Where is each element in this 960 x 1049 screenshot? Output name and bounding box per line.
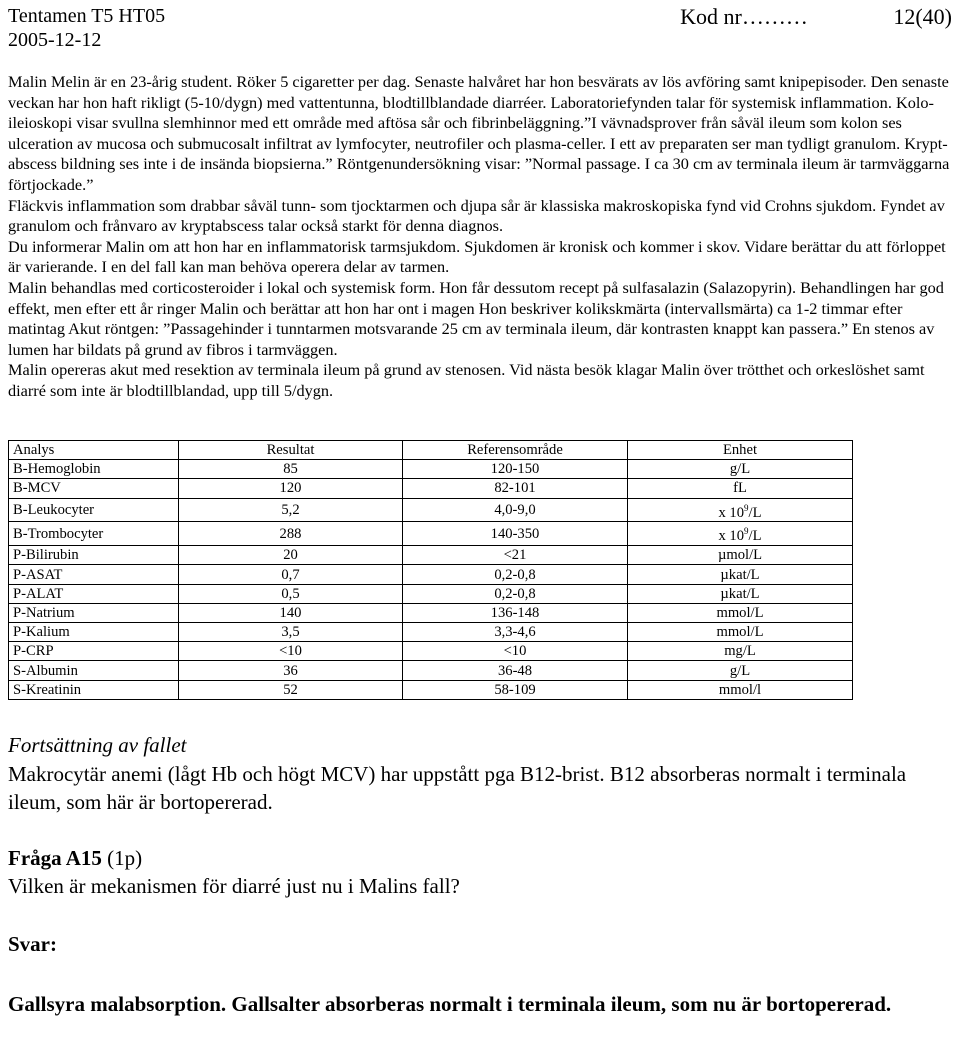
cell-analys: B-Trombocyter [9, 522, 179, 546]
table-header-row [9, 441, 853, 460]
cell-analys: S-Kreatinin [9, 680, 179, 699]
case-paragraph-2: Fläckvis inflammation som drabbar såväl tunn- som tjocktarmen och djupa sår är klassiska makroskopiska fynd vid Crohns sjukdom. Fyndet av granulom och frånvaro av kryptabscess talar också starkt för denna diagnos. [8, 195, 945, 236]
unit-text: mmol/l [718, 681, 762, 698]
cell-referensomrade: <21 [403, 546, 628, 565]
cell-enhet [628, 584, 853, 603]
cell-resultat: 288 [179, 522, 403, 546]
cell-referensomrade: 120-150 [403, 460, 628, 479]
cell-analys: B-MCV [9, 479, 179, 498]
cell-resultat: 120 [179, 479, 403, 498]
cell-enhet [628, 680, 853, 699]
cell-referensomrade: 58-109 [403, 680, 628, 699]
cell-resultat: 0,7 [179, 565, 403, 584]
answer-label: Svar: [8, 932, 57, 956]
cell-resultat: 140 [179, 603, 403, 622]
cell-referensomrade: <10 [403, 642, 628, 661]
cell-analys: S-Albumin [9, 661, 179, 680]
unit-text: mmol/L [716, 604, 764, 621]
question-text: Vilken är mekanismen för diarré just nu i Malins fall? [8, 874, 460, 898]
cell-analys: P-ASAT [9, 565, 179, 584]
cell-analys: P-CRP [9, 642, 179, 661]
continuation-title: Fortsättning av fallet [8, 733, 187, 757]
cell-resultat: 0,5 [179, 584, 403, 603]
header-right [680, 4, 952, 30]
cell-resultat: 52 [179, 680, 403, 699]
question-heading [8, 844, 142, 872]
lab-table-body [9, 460, 853, 700]
cell-enhet [628, 460, 853, 479]
unit-text: fL [733, 480, 747, 497]
unit-text: g/L [729, 662, 751, 679]
unit-text: x 10 [718, 504, 745, 521]
unit-text: µkat/L [720, 566, 760, 583]
cell-resultat: 5,2 [179, 498, 403, 522]
answer-text: Gallsyra malabsorption. Gallsalter absorberas normalt i terminala ileum, som nu är bortopererad. [8, 992, 892, 1016]
cell-resultat: 3,5 [179, 623, 403, 642]
cell-referensomrade: 0,2-0,8 [403, 584, 628, 603]
cell-resultat: 20 [179, 546, 403, 565]
unit-text: µkat/L [720, 585, 760, 602]
cell-resultat: 36 [179, 661, 403, 680]
question-points: (1p) [107, 846, 143, 870]
cell-analys: B-Hemoglobin [9, 460, 179, 479]
unit-suffix: /L [748, 528, 762, 545]
table-row [9, 498, 853, 522]
cell-enhet [628, 498, 853, 522]
page-number: 12(40) [893, 4, 952, 29]
unit-exponent: 9 [744, 526, 749, 537]
header-analys: Analys [9, 441, 179, 460]
unit-text: µmol/L [717, 547, 763, 564]
table-row [9, 522, 853, 546]
cell-referensomrade: 0,2-0,8 [403, 565, 628, 584]
case-paragraph-4: Malin behandlas med corticosteroider i lokal och systemisk form. Hon får dessutom recept på sulfasalazin (Salazopyrin). Behandlingen har god effekt, men efter ett år ringer Malin och berättar att hon har ont i magen Hon beskriver kolikskmärta (intervallsmärta) ca 1-2 timmar efter matintag Akut röntgen: ”Passagehinder i tunntarmen motsvarande 25 cm av terminala ileum, där kontrasten knappt kan passera.” En stenos av lumen har bildats på grund av fibros i tarmväggen. [8, 277, 944, 359]
unit-text: g/L [729, 461, 751, 478]
cell-enhet [628, 603, 853, 622]
unit-suffix: /L [748, 504, 762, 521]
question-label: Fråga A15 [8, 846, 102, 870]
unit-text: mg/L [724, 643, 756, 660]
table-row [9, 546, 853, 565]
cell-referensomrade: 3,3-4,6 [403, 623, 628, 642]
cell-referensomrade: 82-101 [403, 479, 628, 498]
cell-enhet [628, 479, 853, 498]
case-description [8, 72, 952, 402]
cell-enhet [628, 522, 853, 546]
cell-enhet [628, 565, 853, 584]
case-paragraph-3: Du informerar Malin om att hon har en inflammatorisk tarmsjukdom. Sjukdomen är kronisk och kommer i skov. Vidare berättar du att förloppet är varierande. I en del fall kan man behöva operera delar av tarmen. [8, 236, 946, 277]
table-row [9, 603, 853, 622]
exam-title: Tentamen T5 HT05 [8, 5, 166, 27]
unit-exponent: 9 [744, 502, 749, 513]
header-resultat: Resultat [179, 441, 403, 460]
header-enhet: Enhet [628, 441, 853, 460]
cell-referensomrade: 4,0-9,0 [403, 498, 628, 522]
cell-referensomrade: 136-148 [403, 603, 628, 622]
cell-referensomrade: 36-48 [403, 661, 628, 680]
cell-analys: P-ALAT [9, 584, 179, 603]
cell-enhet [628, 623, 853, 642]
case-paragraph-5: Malin opereras akut med resektion av terminala ileum på grund av stenosen. Vid nästa besök klagar Malin över trötthet och orkeslöshet samt diarré som inte är blodtillblandad, upp till 5/dygn. [8, 360, 925, 400]
unit-text: x 10 [718, 528, 745, 545]
lab-results-table [8, 440, 853, 700]
table-row [9, 479, 853, 498]
continuation-text: Makrocytär anemi (lågt Hb och högt MCV) har uppstått pga B12-brist. B12 absorberas normalt i terminala ileum, som här är bortopererad. [8, 762, 907, 814]
cell-analys: P-Kalium [9, 623, 179, 642]
cell-resultat: 85 [179, 460, 403, 479]
cell-analys: B-Leukocyter [9, 498, 179, 522]
cell-referensomrade: 140-350 [403, 522, 628, 546]
table-row [9, 565, 853, 584]
cell-analys: P-Natrium [9, 603, 179, 622]
cell-analys: P-Bilirubin [9, 546, 179, 565]
table-row [9, 680, 853, 699]
table-row [9, 584, 853, 603]
table-row [9, 623, 853, 642]
table-row [9, 661, 853, 680]
header-referensomrade: Referensområde [403, 441, 628, 460]
cell-enhet [628, 546, 853, 565]
case-paragraph-1: Malin Melin är en 23-årig student. Röker 5 cigaretter per dag. Senaste halvåret har hon besvärats av lös avföring samt knipepisoder. Den senaste veckan har hon haft rikligt (5-10/dygn) med vattentunna, blodtillblandade diarréer. Laboratoriefynden talar för systemisk inflammation. Kolo-ileioskopi visar svullna slemhinnor med ett område med aftösa sår och fibrinbeläggning.”I vävnadsprover från såväl ileum som kolon ses ulceration av mucosa och submucosalt infiltrat av lymfocyter, neutrofiler och plasma-celler. I ett av preparaten ser man tydligt granulom. Krypt-abscess bildning ses inte i de insända biopsierna.” Röntgenundersökning visar: ”Normal passage. I ca 30 cm av terminala ileum är tarmväggarna förtjockade.” [8, 72, 950, 194]
table-row [9, 642, 853, 661]
cell-resultat: <10 [179, 642, 403, 661]
cell-enhet [628, 642, 853, 661]
table-row [9, 460, 853, 479]
unit-text: mmol/L [716, 624, 764, 641]
cell-enhet [628, 661, 853, 680]
exam-date: 2005-12-12 [8, 29, 102, 51]
code-label: Kod nr……… [680, 4, 808, 29]
header-left [8, 4, 165, 52]
